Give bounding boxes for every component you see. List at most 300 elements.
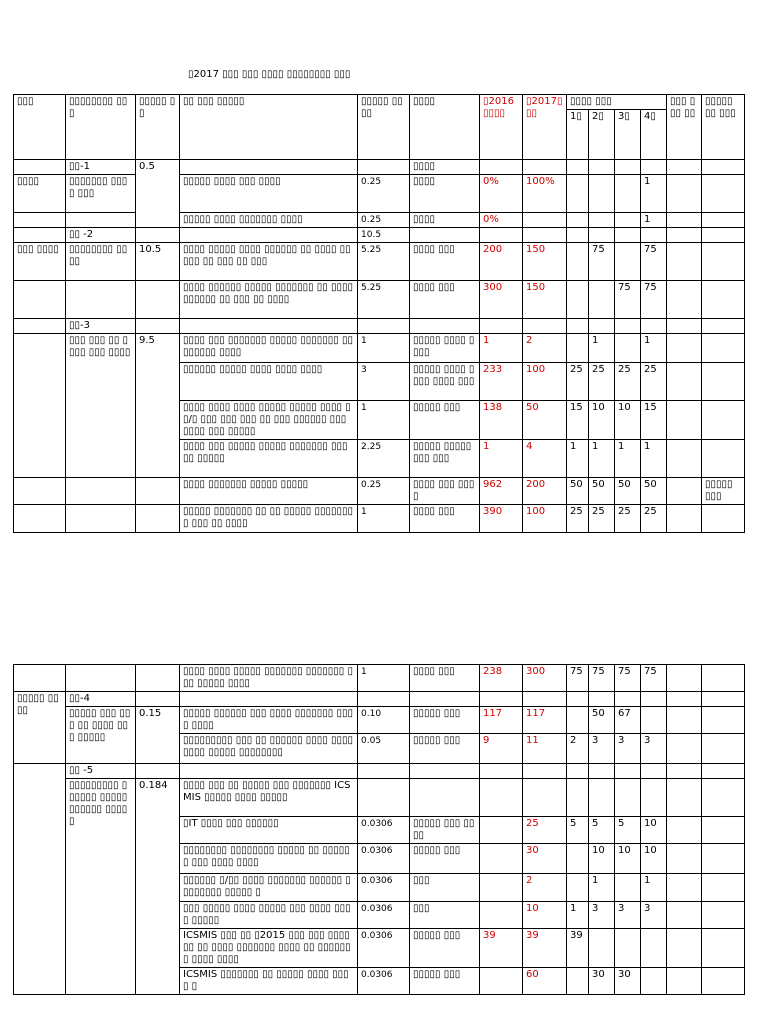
table-cell: 1 (615, 440, 641, 478)
table-cell: ▯▯▯▯▯ ▯▯▯▯ ▯▯▯▯ (410, 334, 480, 363)
document-title: ▯2017 ▯▯▯ ▯▯▯ ▯▯▯▯ ▯▯▯▯▯▯▯▯ ▯▯▯ (188, 69, 351, 80)
table-row (14, 692, 745, 707)
table-cell: 11 (523, 734, 567, 764)
table-cell: 5 (567, 817, 589, 844)
table-cell (667, 692, 702, 707)
table-cell: 75 (567, 665, 589, 692)
table-cell (136, 281, 180, 319)
table-cell: 1 (567, 440, 589, 478)
table-cell: 1 (480, 334, 523, 363)
table-cell (567, 968, 589, 995)
table-cell: 200 (523, 478, 567, 505)
table-cell (667, 929, 702, 968)
table-cell (667, 228, 702, 243)
table-cell (567, 764, 589, 779)
table-cell (667, 319, 702, 334)
table-cell (180, 160, 358, 175)
table-cell: 390 (480, 505, 523, 533)
table-cell (480, 692, 523, 707)
table-cell (667, 734, 702, 764)
table-cell: 238 (480, 665, 523, 692)
table-cell: 67 (615, 707, 641, 734)
table-cell: 0.0306 (358, 929, 410, 968)
table-cell (136, 764, 180, 779)
table-cell (358, 764, 410, 779)
table-cell: ▯▯▯▯▯▯ ▯/▯▯ ▯▯▯▯ ▯▯▯▯▯▯▯ ▯▯▯▯▯▯ ▯▯▯▯▯▯▯▯ ▯▯▯▯▯ ▯ (180, 874, 358, 902)
table-cell: ▯▯▯▯▯ ▯▯▯▯ (14, 692, 66, 764)
table-cell: 75 (615, 281, 641, 319)
table-cell: ▯▯-1 (66, 160, 136, 175)
table-cell: 15 (641, 401, 667, 440)
table-cell: 300 (523, 665, 567, 692)
table-cell (589, 692, 615, 707)
table-cell: ▯▯▯▯ ▯▯▯ (410, 505, 480, 533)
table-cell (567, 160, 589, 175)
table-cell (66, 213, 136, 228)
table-cell (136, 505, 180, 533)
table-cell (667, 175, 702, 213)
table-cell (702, 160, 745, 175)
table-cell (702, 692, 745, 707)
table-cell (480, 902, 523, 929)
table-cell (702, 817, 745, 844)
table-cell: 0.0306 (358, 968, 410, 995)
table-cell: ▯▯▯▯ ▯▯▯▯▯▯ ▯▯▯▯▯ ▯▯▯▯▯▯▯ ▯▯ ▯▯▯▯ ▯▯▯▯▯▯ ▯▯ ▯▯▯ ▯▯ ▯▯▯▯ (180, 281, 358, 319)
table-cell (523, 213, 567, 228)
table-cell: ▯▯▯▯ (410, 160, 480, 175)
table-cell: ▯▯▯▯▯▯▯ ▯▯▯▯ ▯▯▯ (66, 175, 136, 213)
table-cell (180, 228, 358, 243)
table-cell: 5.25 (358, 281, 410, 319)
table-cell (523, 160, 567, 175)
table-row (14, 175, 745, 213)
header-cell-q3: 3▯ (615, 110, 641, 160)
table-cell (567, 844, 589, 874)
table-cell: 30 (615, 968, 641, 995)
table-cell (702, 707, 745, 734)
table-cell (358, 160, 410, 175)
table-cell: 50 (641, 478, 667, 505)
table-row (14, 707, 745, 734)
table-cell (589, 929, 615, 968)
table-cell: 10.5 (358, 228, 410, 243)
table-cell: 25 (641, 505, 667, 533)
header-cell: ▯▯▯▯ (410, 95, 480, 160)
table-cell (667, 874, 702, 902)
table-cell: 60 (523, 968, 567, 995)
table-cell: 5 (589, 817, 615, 844)
table-cell (667, 243, 702, 281)
table-cell (615, 228, 641, 243)
table-cell: ▯▯▯▯▯ ▯▯▯ (410, 844, 480, 874)
header-cell: ▯▯▯ (14, 95, 66, 160)
table-cell (641, 228, 667, 243)
table-cell (480, 779, 523, 817)
table-cell (702, 175, 745, 213)
table-cell: 100% (523, 175, 567, 213)
table-cell: 0.25 (358, 478, 410, 505)
table-cell: ▯▯▯▯▯ ▯▯▯ (410, 734, 480, 764)
header-cell: ▯▯▯▯▯ ▯▯▯▯ (358, 95, 410, 160)
table-cell: 1 (589, 334, 615, 363)
table-cell: ▯▯-3 (66, 319, 136, 334)
table-cell: 200 (480, 243, 523, 281)
table-cell (641, 692, 667, 707)
table-cell (136, 478, 180, 505)
table-row (14, 478, 745, 505)
table-cell (589, 228, 615, 243)
table-cell: 138 (480, 401, 523, 440)
table-cell (480, 319, 523, 334)
table-cell (589, 160, 615, 175)
table-row (14, 228, 745, 243)
table-cell: ▯▯▯▯ ▯▯▯▯▯ ▯▯▯▯ ▯▯▯▯▯▯ ▯▯ ▯▯▯▯ ▯▯▯▯▯ ▯▯ ▯▯▯ ▯▯ ▯▯▯ (180, 243, 358, 281)
table-cell (641, 968, 667, 995)
table-cell (567, 243, 589, 281)
table-cell (589, 281, 615, 319)
table-cell: ▯▯▯▯ ▯▯▯ ▯▯▯▯▯ ▯▯▯▯▯ ▯▯▯▯▯▯▯ ▯▯▯ ▯▯ ▯▯▯▯▯ (180, 440, 358, 478)
table-cell (667, 334, 702, 363)
table-cell: 0% (480, 175, 523, 213)
table-cell (702, 734, 745, 764)
header-row (14, 95, 745, 110)
table-cell (702, 844, 745, 874)
table-cell (667, 401, 702, 440)
table-cell: 0.0306 (358, 902, 410, 929)
table-cell: ▯▯▯▯▯ ▯▯▯▯ ▯▯▯ ▯▯▯▯ (180, 175, 358, 213)
table-cell (567, 874, 589, 902)
header-cell-q4: 4▯ (641, 110, 667, 160)
table-cell (615, 692, 641, 707)
table-cell: 233 (480, 363, 523, 401)
table-cell (667, 665, 702, 692)
table-cell: ▯▯▯▯▯▯▯▯ ▯▯▯▯▯▯▯▯ ▯▯▯▯▯ ▯▯ ▯▯▯▯▯▯ ▯▯▯ ▯▯▯▯ ▯▯▯▯ (180, 844, 358, 874)
table-cell: 0.25 (358, 175, 410, 213)
table-cell: 100 (523, 363, 567, 401)
table-cell: 25 (523, 817, 567, 844)
table-cell (14, 665, 66, 692)
table-cell: 75 (589, 243, 615, 281)
table-cell: ▯▯ -5 (66, 764, 136, 779)
table-cell (589, 779, 615, 817)
table-cell: 1 (641, 874, 667, 902)
header-cell: ▯▯▯ ▯▯▯ ▯▯ (667, 95, 702, 160)
table-cell (136, 319, 180, 334)
table-cell: ▯▯▯▯▯ ▯▯▯ (702, 478, 745, 505)
table-cell: 15 (567, 401, 589, 440)
table-cell: 10 (615, 844, 641, 874)
table-cell (66, 505, 136, 533)
table-cell (480, 160, 523, 175)
table-cell: 0.10 (358, 707, 410, 734)
table-cell (358, 319, 410, 334)
table-cell (702, 764, 745, 779)
table-cell (480, 764, 523, 779)
table-cell (589, 213, 615, 228)
table-cell: 0.05 (358, 734, 410, 764)
table-cell: 75 (615, 665, 641, 692)
table-cell (702, 213, 745, 228)
table-cell (480, 228, 523, 243)
table-cell: 1 (641, 175, 667, 213)
table-cell: 5.25 (358, 243, 410, 281)
table-cell: ▯▯▯▯▯▯▯▯▯ ▯▯▯▯▯▯ ▯▯▯▯▯ ▯▯▯▯▯▯ ▯▯▯▯▯ (66, 779, 136, 995)
table-cell (615, 874, 641, 902)
table-cell: ▯▯▯▯ (410, 213, 480, 228)
table-cell: 2 (523, 334, 567, 363)
table-cell: 50 (589, 707, 615, 734)
table-cell: 1 (358, 665, 410, 692)
header-cell-q2: 2▯ (589, 110, 615, 160)
table-cell (641, 779, 667, 817)
table-cell: 30 (589, 968, 615, 995)
table-cell: 3 (589, 902, 615, 929)
table-cell: 25 (641, 363, 667, 401)
table-cell: 3 (641, 734, 667, 764)
table-cell: ▯▯▯▯▯▯ ▯▯▯▯▯ ▯▯▯▯ ▯▯▯▯ ▯▯▯▯ (180, 363, 358, 401)
table-cell: 117 (523, 707, 567, 734)
table-cell: 10 (615, 401, 641, 440)
table-cell: 9.5 (136, 334, 180, 478)
table-cell: ▯▯▯▯▯▯▯▯ ▯▯▯▯ (66, 243, 136, 281)
table-cell: ▯▯▯▯▯ ▯▯▯▯ ▯▯▯▯▯▯▯ ▯▯▯▯ (180, 213, 358, 228)
table-cell (589, 764, 615, 779)
table-cell: ▯▯▯ ▯▯▯ ▯▯ ▯▯▯▯ ▯▯▯ ▯▯▯▯ (66, 334, 136, 478)
table-cell (667, 968, 702, 995)
table-cell (589, 175, 615, 213)
table-cell: ▯▯▯▯ (14, 175, 66, 213)
table-cell: 25 (589, 505, 615, 533)
table-cell: 30 (523, 844, 567, 874)
table-cell (615, 764, 641, 779)
table-cell: 1 (641, 440, 667, 478)
table-row (14, 243, 745, 281)
table-cell (410, 764, 480, 779)
table-row (14, 665, 745, 692)
header-cell: ▯▯▯▯▯ ▯▯ ▯▯▯ (702, 95, 745, 160)
table-cell: 1 (480, 440, 523, 478)
table-cell (14, 478, 66, 505)
table-cell (702, 334, 745, 363)
table-cell (667, 764, 702, 779)
table-cell (567, 707, 589, 734)
table-cell: ▯▯▯▯▯▯▯▯▯ ▯▯▯ ▯▯ ▯▯▯▯▯▯ ▯▯▯▯ ▯▯▯▯ ▯▯▯▯ ▯▯▯▯▯ ▯▯▯▯▯▯▯▯ (180, 734, 358, 764)
table-cell (14, 281, 66, 319)
table-cell: ▯▯▯▯ ▯▯▯ (410, 243, 480, 281)
table-cell (523, 228, 567, 243)
table-cell: ▯▯▯▯▯ ▯▯▯ (410, 929, 480, 968)
table-cell: ▯▯▯ ▯▯▯▯▯ ▯▯▯▯ ▯▯▯▯▯ ▯▯▯ ▯▯▯▯ ▯▯▯▯ ▯▯▯▯▯ (180, 902, 358, 929)
table-cell (523, 319, 567, 334)
table-cell (14, 334, 66, 478)
table-cell (358, 692, 410, 707)
table-cell: 1 (641, 334, 667, 363)
table-cell: 25 (567, 363, 589, 401)
table-row (14, 764, 745, 779)
table-cell (410, 319, 480, 334)
header-cell-quarters: ▯▯▯▯ ▯▯▯ (567, 95, 667, 110)
table-cell: ▯▯▯▯▯ ▯▯▯▯ ▯▯▯▯ ▯▯▯▯ ▯▯▯ (410, 363, 480, 401)
table-cell: 0.25 (358, 213, 410, 228)
table-cell: 25 (615, 505, 641, 533)
table-cell (567, 779, 589, 817)
table-cell (702, 779, 745, 817)
table-cell (667, 505, 702, 533)
table-cell (136, 692, 180, 707)
table-cell: 1 (589, 874, 615, 902)
table-cell: 2 (567, 734, 589, 764)
table-cell: 50 (589, 478, 615, 505)
table-cell: 1 (567, 902, 589, 929)
table-cell: 0.15 (136, 707, 180, 764)
header-cell: ▯2017▯▯▯ (523, 95, 567, 160)
table-cell: 10 (589, 401, 615, 440)
table-cell (14, 160, 66, 175)
plan-table-page2 (13, 664, 745, 995)
table-cell: 39 (480, 929, 523, 968)
table-cell: 39 (523, 929, 567, 968)
table-cell: 50 (523, 401, 567, 440)
table-cell: 0.0306 (358, 874, 410, 902)
table-cell: ▯▯▯▯ ▯▯▯ ▯▯ ▯▯▯▯▯ ▯▯▯ ▯▯▯▯▯▯▯ ICSMIS ▯▯▯▯▯ ▯▯▯▯ ▯▯▯▯▯ (180, 779, 358, 817)
table-cell: ▯▯▯▯ ▯▯▯ ▯▯▯▯▯▯▯ ▯▯▯▯▯ ▯▯▯▯▯▯▯ ▯▯▯▯▯▯▯▯ ▯▯▯▯ (180, 334, 358, 363)
table-cell: 50 (615, 478, 641, 505)
table-cell (567, 319, 589, 334)
table-cell: 9 (480, 734, 523, 764)
table-cell (667, 779, 702, 817)
table-cell (66, 281, 136, 319)
table-cell (180, 319, 358, 334)
table-cell (702, 874, 745, 902)
table-cell: ▯▯-4 (66, 692, 136, 707)
table-cell (702, 440, 745, 478)
table-cell (667, 817, 702, 844)
table-cell: ▯▯▯▯▯ ▯▯▯ (410, 968, 480, 995)
table-cell: ▯▯▯▯▯ ▯▯▯▯▯▯▯ ▯▯ ▯▯ ▯▯▯▯▯ ▯▯▯▯▯▯▯▯ ▯▯▯ ▯▯ ▯▯▯▯ (180, 505, 358, 533)
table-cell (567, 175, 589, 213)
table-cell (702, 363, 745, 401)
table-cell (14, 505, 66, 533)
table-cell (667, 213, 702, 228)
table-cell: ▯▯▯ ▯▯▯▯ (14, 243, 66, 281)
table-cell: 0.5 (136, 160, 180, 228)
table-row (14, 213, 745, 228)
table-cell (667, 363, 702, 401)
table-cell (615, 160, 641, 175)
table-cell (615, 213, 641, 228)
table-cell (702, 319, 745, 334)
table-cell: 0% (480, 213, 523, 228)
table-cell (523, 764, 567, 779)
table-cell: 25 (615, 363, 641, 401)
table-cell: ICSMIS ▯▯▯ ▯▯ ▯2015 ▯▯▯ ▯▯▯ ▯▯▯▯▯▯ ▯▯ ▯▯▯▯ ▯▯▯▯▯▯▯ ▯▯▯▯ ▯▯ ▯▯▯▯▯▯▯ ▯▯▯▯ ▯▯▯▯ (180, 929, 358, 968)
header-cell: ▯2016▯▯▯▯ (480, 95, 523, 160)
header-cell-q1: 1▯ (567, 110, 589, 160)
table-cell: 50 (567, 478, 589, 505)
table-row (14, 160, 745, 175)
table-cell (66, 478, 136, 505)
table-cell (567, 692, 589, 707)
table-cell (702, 505, 745, 533)
table-cell: ▯▯▯▯ ▯▯▯ (410, 665, 480, 692)
table-cell: 1 (641, 213, 667, 228)
table-cell: ▯▯▯▯▯ ▯▯▯ (410, 707, 480, 734)
table-cell (615, 334, 641, 363)
table-cell: 10 (641, 817, 667, 844)
table-cell: ▯▯▯▯ ▯▯▯▯ ▯▯▯▯▯ ▯▯▯▯▯▯▯ ▯▯▯▯▯▯▯ ▯▯▯ ▯▯▯▯▯ ▯▯▯▯ (180, 665, 358, 692)
table-cell: ▯▯▯▯ ▯▯▯▯▯▯▯ ▯▯▯▯▯ ▯▯▯▯▯ (180, 478, 358, 505)
table-cell: ▯▯▯ (410, 902, 480, 929)
table-row (14, 779, 745, 817)
table-cell (358, 779, 410, 817)
table-cell: ▯▯▯▯▯ ▯▯▯ (410, 401, 480, 440)
table-row (14, 281, 745, 319)
table-cell: 2 (523, 874, 567, 902)
table-cell: 1 (358, 401, 410, 440)
table-cell: ▯▯▯▯ (410, 175, 480, 213)
table-cell (589, 319, 615, 334)
table-cell: 0.0306 (358, 844, 410, 874)
table-row (14, 505, 745, 533)
table-cell: 75 (641, 281, 667, 319)
table-cell: 25 (589, 363, 615, 401)
table-row (14, 334, 745, 363)
table-cell: 75 (641, 243, 667, 281)
table-cell: 1 (358, 505, 410, 533)
table-cell (410, 692, 480, 707)
table-cell: 3 (615, 902, 641, 929)
table-cell (641, 707, 667, 734)
table-cell: 5 (615, 817, 641, 844)
table-cell: ▯▯ -2 (66, 228, 136, 243)
table-cell: 300 (480, 281, 523, 319)
table-cell (567, 228, 589, 243)
table-cell: 150 (523, 281, 567, 319)
table-cell (667, 844, 702, 874)
table-cell (180, 692, 358, 707)
table-cell: 1 (358, 334, 410, 363)
table-cell (136, 665, 180, 692)
table-cell: 39 (567, 929, 589, 968)
table-cell: 10 (523, 902, 567, 929)
table-cell: ICSMIS ▯▯▯▯▯▯▯ ▯▯ ▯▯▯▯▯ ▯▯▯▯ ▯▯▯▯ ▯ (180, 968, 358, 995)
table-cell (480, 844, 523, 874)
table-cell (641, 319, 667, 334)
table-cell (641, 764, 667, 779)
table-cell (641, 929, 667, 968)
table-cell (615, 929, 641, 968)
table-cell (523, 779, 567, 817)
table-cell (702, 281, 745, 319)
header-cell: ▯▯▯▯▯▯▯▯ ▯▯▯ (66, 95, 136, 160)
table-cell (567, 213, 589, 228)
table-cell: ▯▯▯▯ ▯▯▯ (410, 281, 480, 319)
table-cell (180, 764, 358, 779)
table-cell (523, 692, 567, 707)
table-cell (14, 764, 66, 995)
table-cell: 1 (589, 440, 615, 478)
table-cell: ▯IT ▯▯▯▯ ▯▯▯ ▯▯▯▯▯▯ (180, 817, 358, 844)
table-cell (410, 228, 480, 243)
table-cell (667, 707, 702, 734)
table-cell: 100 (523, 505, 567, 533)
header-cell: ▯▯▯▯▯ ▯▯ (136, 95, 180, 160)
table-cell: ▯▯▯▯▯ ▯▯▯ ▯▯▯ ▯▯ ▯▯▯▯ ▯▯▯ ▯▯▯▯▯ (66, 707, 136, 764)
table-cell (14, 319, 66, 334)
table-cell: 10 (641, 844, 667, 874)
table-cell (615, 243, 641, 281)
table-cell: ▯▯▯▯▯ ▯▯▯▯▯▯ ▯▯▯ ▯▯▯▯ ▯▯▯▯▯▯▯ ▯▯▯▯ ▯▯▯▯ (180, 707, 358, 734)
